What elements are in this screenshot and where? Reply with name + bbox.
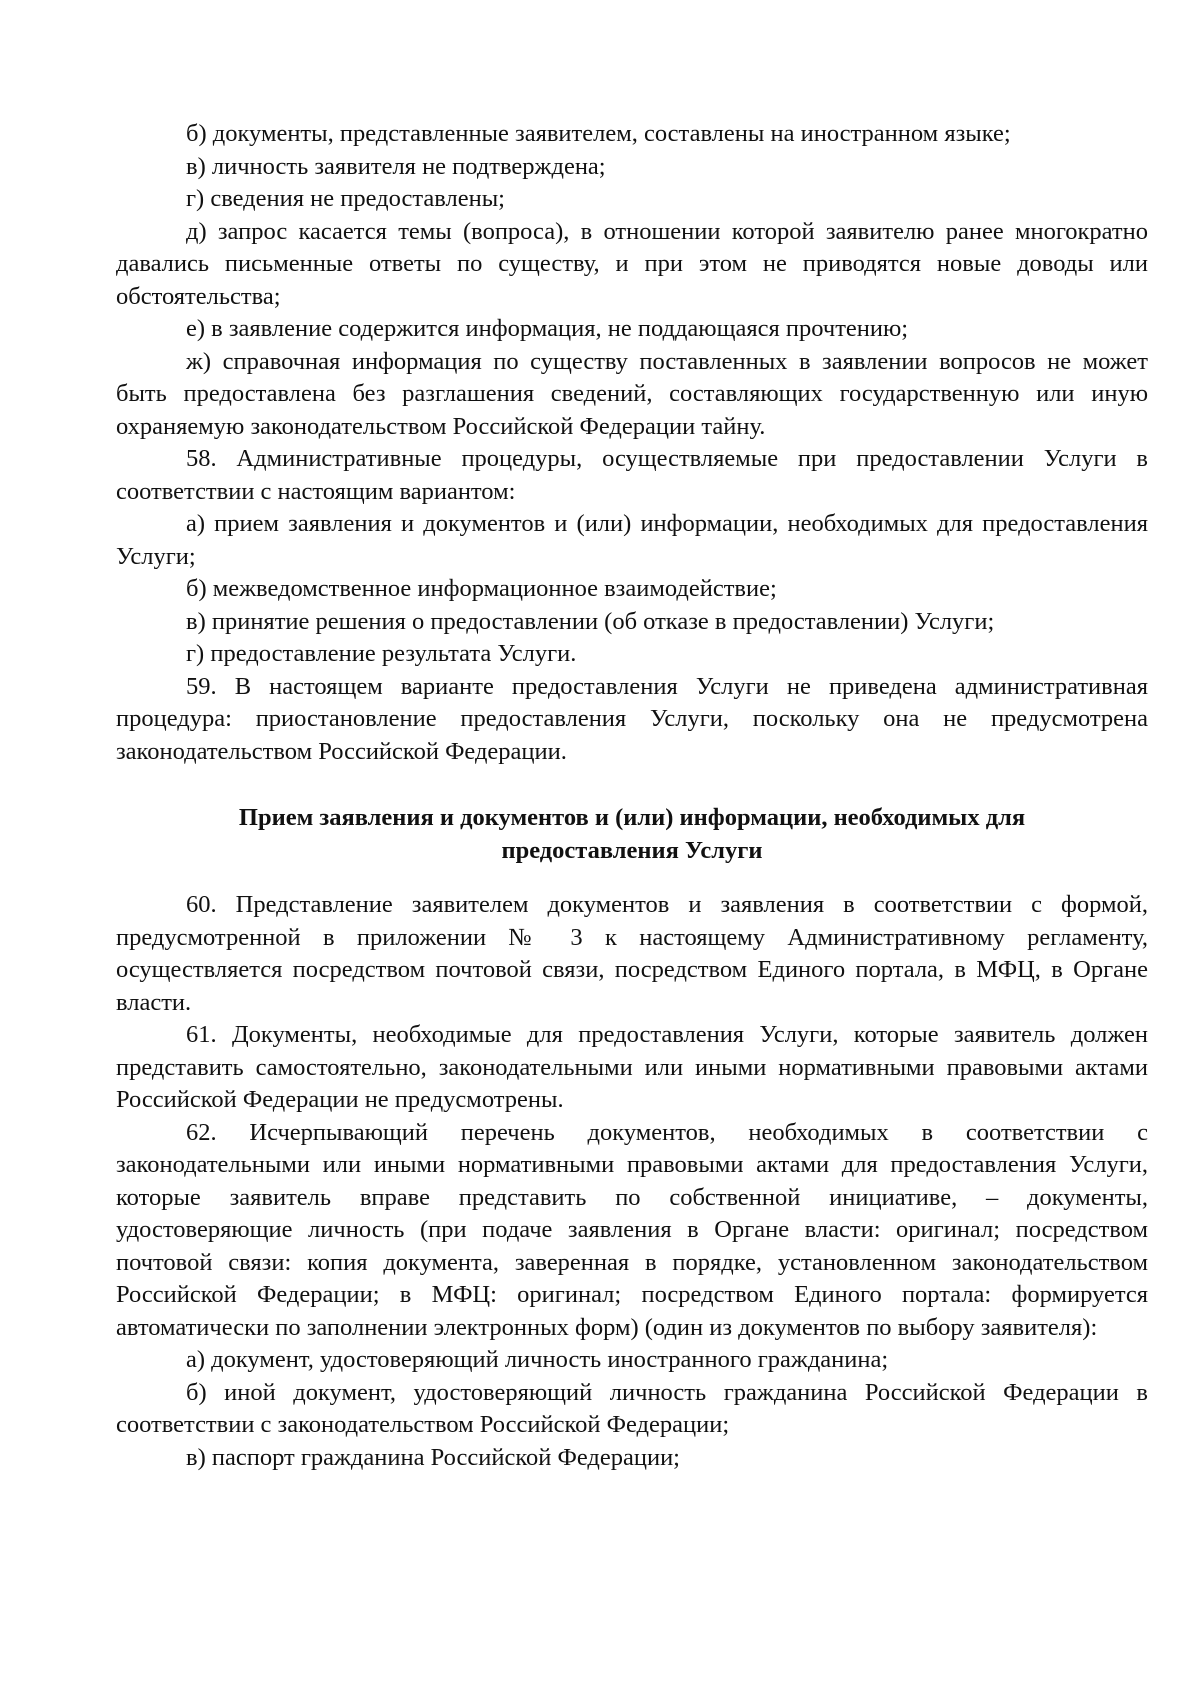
section-heading-line-1: Прием заявления и документов и (или) информации, необходимых для <box>238 804 1026 831</box>
paragraph-item-g-no-info: г) сведения не предоставлены; <box>186 185 505 212</box>
paragraph-62-a: а) документ, удостоверяющий личность иностранного гражданина; <box>186 1346 889 1373</box>
section-heading <box>116 802 1148 867</box>
paragraph-item-d-repeated-request: д) запрос касается темы (вопроса), в отношении которой заявителю ранее многократно давались письменные ответы по существу, и при этом не приводятся новые доводы или обстоятельства; <box>116 217 1148 310</box>
paragraph-item-v-identity: в) личность заявителя не подтверждена; <box>186 152 606 180</box>
section-heading-line-2: предоставления Услуги <box>501 836 763 864</box>
paragraph-58-b: б) межведомственное информационное взаимодействие; <box>186 575 777 602</box>
paragraph-58-g: г) предоставление результата Услуги. <box>186 640 577 667</box>
paragraph-62-b: б) иной документ, удостоверяющий личность гражданина Российской Федерации в соответствии с законодательством Российской Федерации; <box>116 1378 1148 1438</box>
spacer <box>116 768 1148 802</box>
paragraph-61: 61. Документы, необходимые для предоставления Услуги, которые заявитель должен представить самостоятельно, законодательными или иными нормативными правовыми актами Российской Федерации не предусмотрены. <box>116 1021 1148 1113</box>
paragraph-58-v: в) принятие решения о предоставлении (об отказе в предоставлении) Услуги; <box>186 607 995 635</box>
paragraph-60: 60. Представление заявителем документов и заявления в соответствии с формой, предусмотренной в приложении № 3 к настоящему Административному регламенту, осуществляется посредством почтовой связи, посредством Единого портала, в МФЦ, в Органе власти. <box>116 891 1148 1016</box>
paragraph-item-e-unreadable: е) в заявление содержится информация, не поддающаяся прочтению; <box>186 315 909 342</box>
paragraph-item-zh-secret: ж) справочная информация по существу поставленных в заявлении вопросов не может быть предоставлена без разглашения сведений, составляющих государственную или иную охраняемую законодательством Российской Федерации тайну. <box>116 347 1148 440</box>
paragraph-58: 58. Административные процедуры, осуществляемые при предоставлении Услуги в соответствии с настоящим вариантом: <box>116 445 1148 505</box>
paragraph-59: 59. В настоящем варианте предоставления Услуги не приведена административная процедура: приостановление предоставления Услуги, поскольку она не предусмотрена законодательством Российской Федерации. <box>116 672 1148 765</box>
paragraph-62-v: в) паспорт гражданина Российской Федерации; <box>186 1443 680 1471</box>
paragraph-item-b-foreign-language: б) документы, представленные заявителем, составлены на иностранном языке; <box>186 120 1011 147</box>
paragraph-58-a: а) прием заявления и документов и (или) информации, необходимых для предоставления Услуги; <box>116 510 1148 570</box>
document-page <box>116 118 1148 1474</box>
spacer <box>116 867 1148 889</box>
paragraph-62: 62. Исчерпывающий перечень документов, необходимых в соответствии с законодательными или иными нормативными правовыми актами для предоставления Услуги, которые заявитель вправе представить по собственной инициативе, – документы, удостоверяющие личность (при подаче заявления в Органе власти: оригинал; посредством почтовой связи: копия документа, заверенная в порядке, установленном законодательством Российской Федерации; в МФЦ: оригинал; посредством Единого портала: формируется автоматически по заполнении электронных форм) (один из документов по выбору заявителя): <box>116 1118 1148 1341</box>
